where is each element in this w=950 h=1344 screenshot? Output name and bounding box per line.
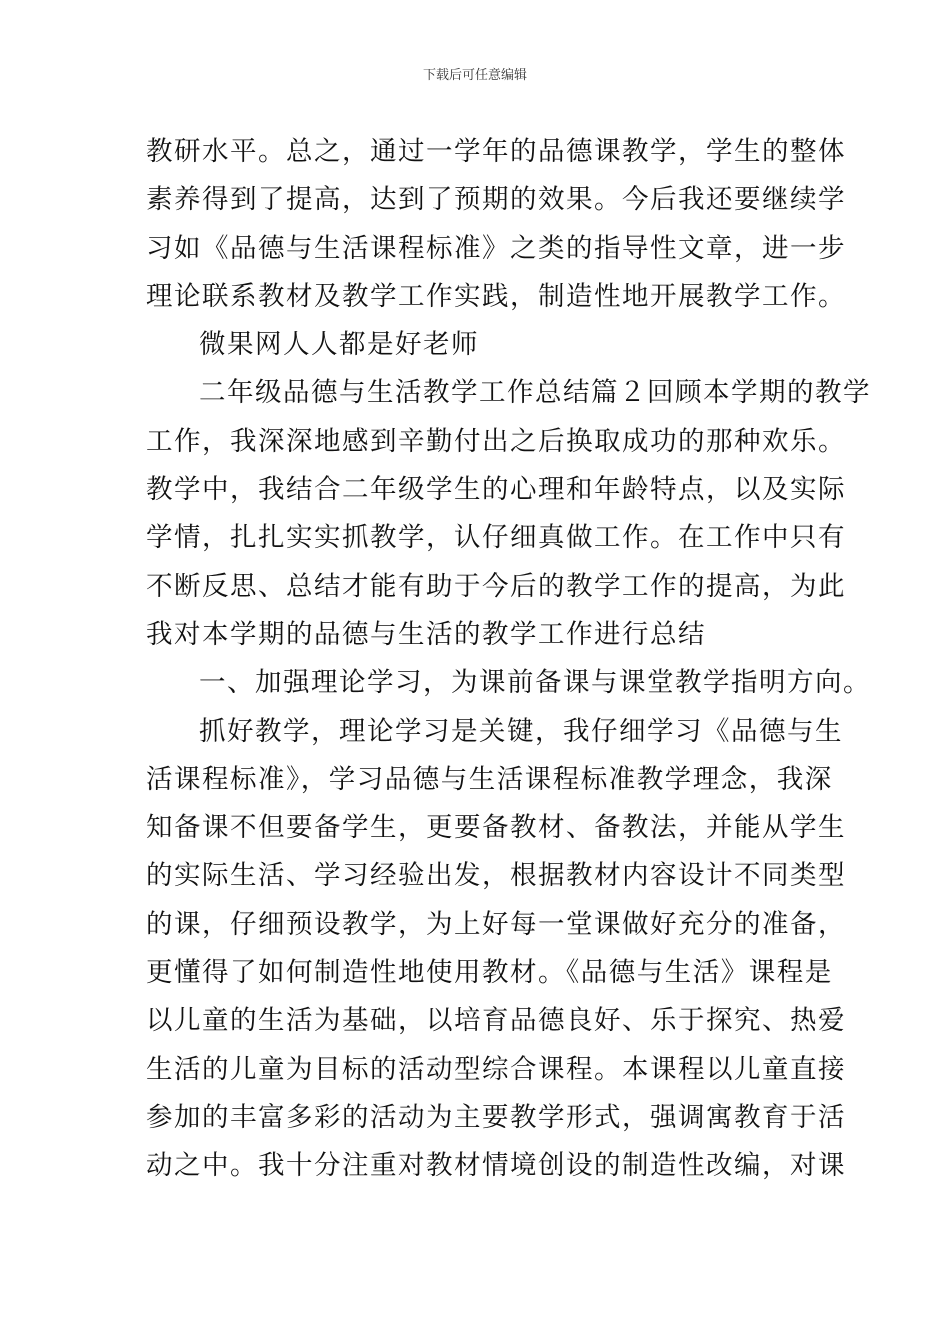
text-line: 参加的丰富多彩的活动为主要教学形式，强调寓教育于活 [146, 1101, 846, 1133]
text-line: 学情，扎扎实实抓教学，认仔细真做工作。在工作中只有 [146, 522, 846, 554]
text-line: 工作，我深深地感到辛勤付出之后换取成功的那种欢乐。 [146, 425, 846, 457]
text-line: 以儿童的生活为基础，以培育品德良好、乐于探究、热爱 [146, 1005, 846, 1037]
text-line: 知备课不但要备学生，更要备教材、备教法，并能从学生 [146, 812, 846, 844]
text-line: 我对本学期的品德与生活的教学工作进行总结 [146, 618, 706, 650]
text-line: 素养得到了提高，达到了预期的效果。今后我还要继续学 [146, 184, 846, 216]
text-line: 的实际生活、学习经验出发，根据教材内容设计不同类型 [146, 860, 846, 892]
text-line: 二年级品德与生活教学工作总结篇２回顾本学期的教学 [199, 377, 871, 409]
section-heading: 一、加强理论学习，为课前备课与课堂教学指明方向。 [199, 667, 871, 699]
text-line: 教学中，我结合二年级学生的心理和年龄特点，以及实际 [146, 474, 846, 506]
text-line: 抓好教学，理论学习是关键，我仔细学习《品德与生 [199, 715, 843, 747]
document-body [146, 128, 871, 1191]
text-line: 习如《品德与生活课程标准》之类的指导性文章，进一步 [146, 232, 846, 264]
text-line: 教研水平。总之，通过一学年的品德课教学，学生的整体 [146, 136, 846, 167]
text-line: 理论联系教材及教学工作实践，制造性地开展教学工作。 [146, 280, 846, 312]
page-header: 下载后可任意编辑 [422, 68, 527, 83]
text-line: 的课，仔细预设教学，为上好每一堂课做好充分的准备， [146, 908, 846, 940]
text-line: 不断反思、总结才能有助于今后的教学工作的提高，为此 [146, 570, 846, 602]
text-line: 生活的儿童为目标的活动型综合课程。本课程以儿童直接 [146, 1053, 846, 1085]
paragraph-heading: 微果网人人都是好老师 [199, 329, 479, 361]
text-line: 动之中。我十分注重对教材情境创设的制造性改编，对课 [146, 1150, 846, 1182]
text-line: 活课程标准》，学习品德与生活课程标准教学理念，我深 [146, 763, 833, 795]
text-line: 更懂得了如何制造性地使用教材。《品德与生活》课程是 [146, 957, 833, 989]
